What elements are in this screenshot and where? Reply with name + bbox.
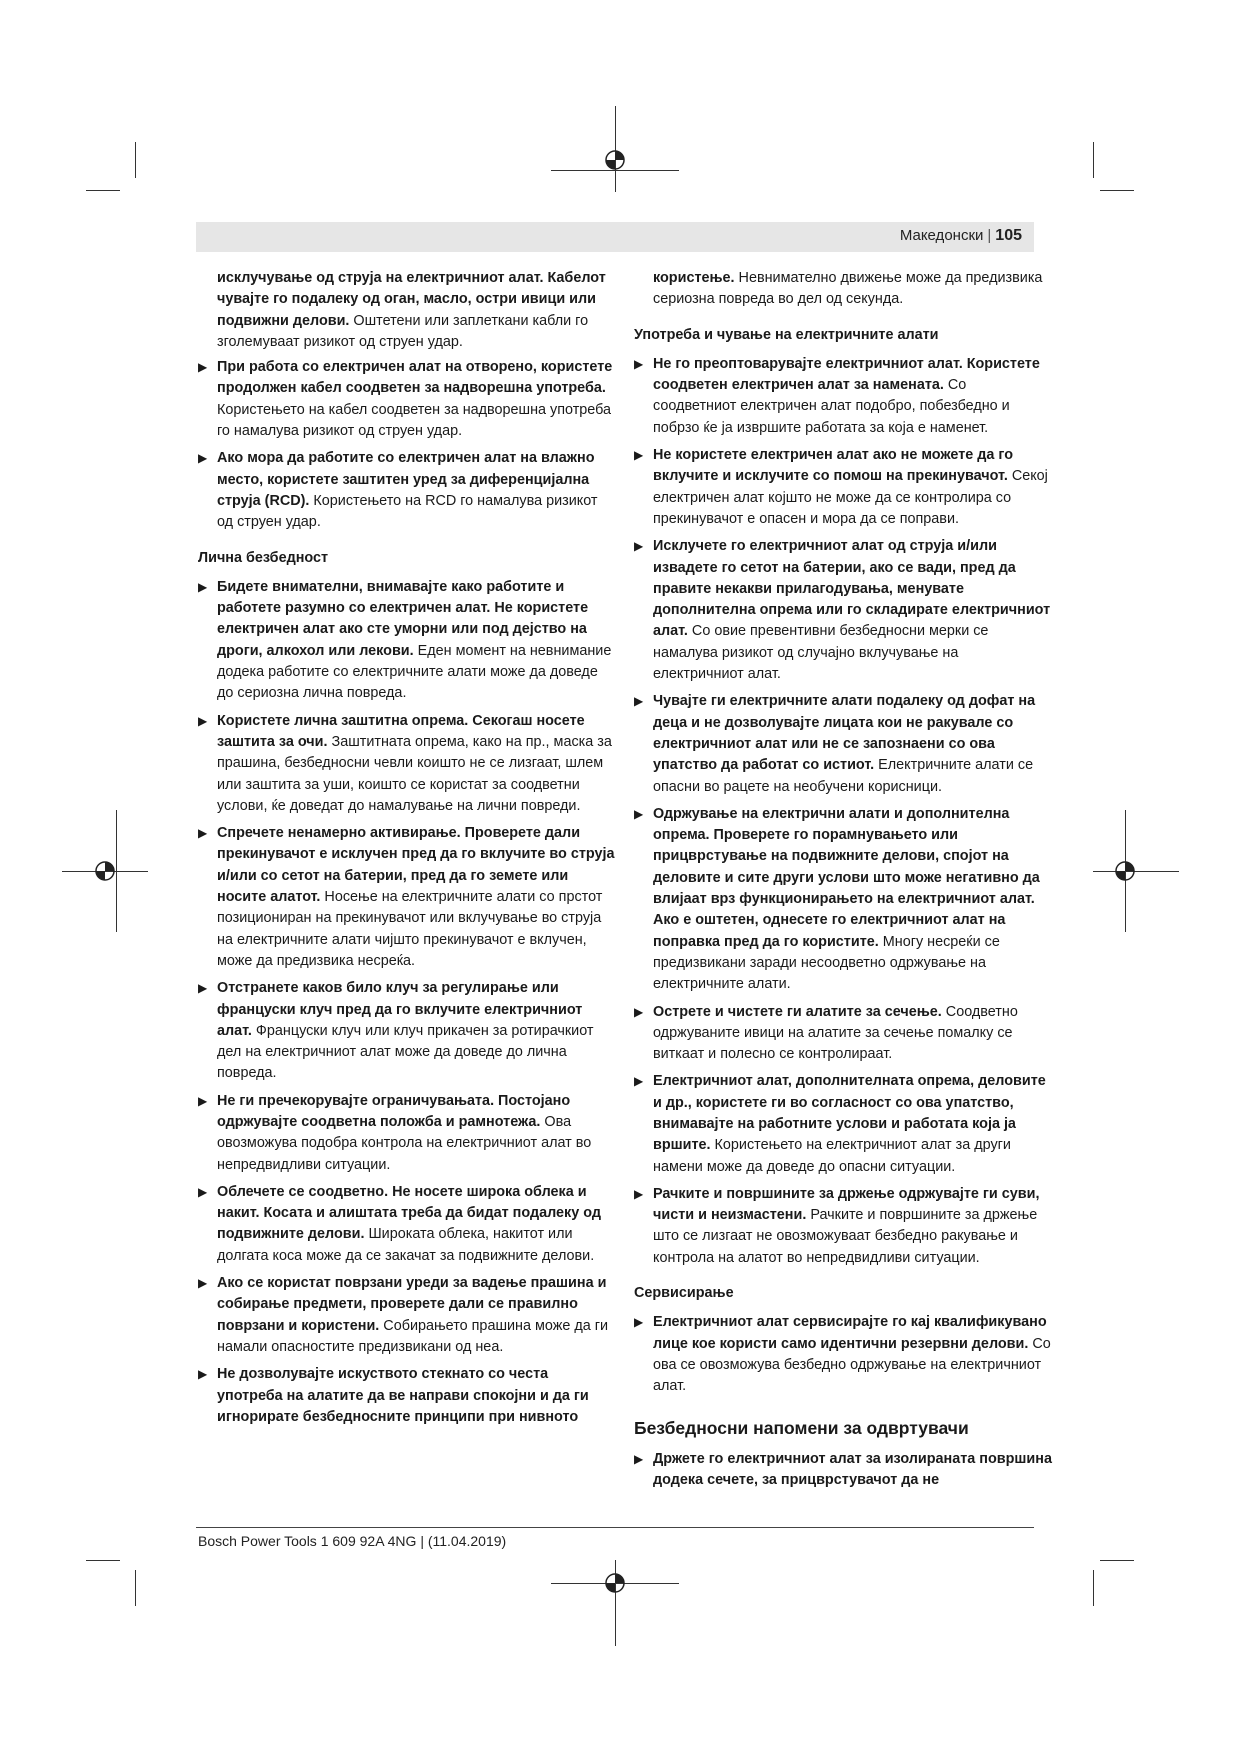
registration-mark-icon: [94, 860, 116, 882]
crop-mark: [86, 190, 120, 191]
list-item: [634, 804, 1052, 996]
crop-mark: [135, 1570, 136, 1606]
bullet-arrow-icon: ▶: [634, 1315, 644, 1330]
bullet-arrow-icon: ▶: [198, 981, 208, 996]
crop-mark: [1093, 142, 1094, 178]
section-title-tool-use: Употреба и чување на електричните алати: [634, 326, 939, 343]
list-item: [634, 354, 1052, 439]
list-item: [198, 448, 616, 533]
registration-mark-icon: [604, 149, 626, 171]
paragraph-bold: користење.: [653, 270, 735, 286]
item-text: Соодветно одржуваните ивици на алатите за сечење помалку се виткаат и полесно се контролираат.: [653, 1003, 1018, 1063]
list-item: [198, 1182, 616, 1267]
item-bold: Спречете ненамерно активирање. Проверете дали прекинувачот е исклучен пред да го вклучите во струја и/или со сетот на батерии, пред да го земете или носите алатот.: [217, 825, 615, 906]
crop-mark: [86, 1560, 120, 1561]
paragraph-text: Оштетени или заплеткани кабли го зголемуваат ризикот од струен удар.: [217, 312, 589, 350]
bullet-arrow-icon: ▶: [634, 806, 644, 821]
item-text: Еден момент на невнимание додека работите со електричните алати може да доведе до сериозна лична повреда.: [217, 642, 612, 702]
section-title-service: Сервисирање: [634, 1285, 734, 1302]
bullet-arrow-icon: ▶: [198, 1276, 208, 1291]
item-text: Користењето на електричниот алат за други намени може да доведе до опасни ситуации.: [653, 1137, 1011, 1175]
crop-mark: [1093, 1570, 1094, 1606]
item-bold: Електричниот алат сервисирајте го кај квалификувано лице кое користи само идентични резервни делови.: [653, 1314, 1047, 1352]
item-text: Користењето на RCD го намалува ризикот од струен удар.: [217, 492, 598, 531]
list-item: [634, 536, 1052, 685]
item-bold: Ако мора да работите со електричен алат на влажно место, користете заштитен уред за диференцијална струја (RCD).: [217, 450, 595, 509]
item-text: Користењето на кабел соодветен за надворешна употреба го намалува ризикот од струен удар.: [217, 401, 612, 440]
item-bold: Користете лична заштитна опрема. Секогаш носете заштита за очи.: [217, 712, 585, 750]
item-text: Со овие превентивни безбедносни мерки се намалува ризикот од случајно вклучување на електричниот алат.: [653, 623, 989, 683]
registration-mark-icon: [1114, 860, 1136, 882]
list-item: [634, 1071, 1052, 1177]
crop-mark: [1100, 190, 1134, 191]
list-item: [634, 1449, 1052, 1492]
item-text: Многу несреќи се предизвикани заради несоодветно одржување на електричните алати.: [653, 933, 1000, 993]
item-bold: Одржување на електрични алати и дополнителна опрема. Проверете го порамнувањето или прицврстување на подвижните делови, спојот на деловите и сите други услови што може негативно да влијаат врз функционирањето на електричниот алат. Ако е оштетен, однесете го електричниот алат на поправка пред да го користите.: [653, 805, 1040, 950]
item-bold: Ако се користат поврзани уреди за вадење прашина и собирање предмети, проверете дали се правилно поврзани и користени.: [217, 1275, 607, 1334]
item-bold: Држете го електричниот алат за изолираната површина додека сечете, за прицврстувачот да не: [653, 1450, 1052, 1489]
list-item: [198, 1273, 616, 1358]
right-column: [634, 268, 1052, 1497]
bullet-arrow-icon: ▶: [198, 451, 208, 466]
item-bold: Облечете се соодветно. Не носете широка облека и накит. Косата и алиштата треба да бидат подалеку од подвижните делови.: [217, 1183, 601, 1243]
crop-mark: [135, 142, 136, 178]
item-text: Електричните алати се опасни во рацете на необучени корисници.: [653, 757, 1034, 795]
item-text: Со ова се овозможува безбедно одржување на електричниот алат.: [653, 1335, 1051, 1395]
list-item: [198, 577, 616, 705]
bullet-arrow-icon: ▶: [634, 694, 644, 709]
list-item: [198, 357, 616, 442]
list-item: [634, 1002, 1052, 1066]
item-bold: Исклучете го електричниот алат од струја и/или извадете го сетот на батерии, ако се вади, пред да правите некакви прилагодувања, менувате дополнителна опрема или го складирате електричниот алат.: [653, 538, 1051, 640]
section-title-personal-safety: Лична безбедност: [198, 549, 329, 566]
item-bold: Не ги пречекорувајте ограничувањата. Постојано одржувајте соодветна положба и рамнотежа.: [217, 1092, 571, 1130]
item-bold: Отстранете каков било клуч за регулирање или француски клуч пред да го вклучите електричниот алат.: [217, 980, 583, 1039]
header-text: [900, 227, 1022, 245]
item-bold: Бидете внимателни, внимавајте како работите и работете разумно со електричен алат. Не користете електричен алат ако сте уморни или под дејство на дроги, алкохол или лекови.: [217, 578, 589, 659]
page-header: [196, 222, 1034, 252]
item-text: Широката облека, накитот или долгата коса може да се закачат за подвижните делови.: [217, 1226, 595, 1264]
footer-divider: [196, 1527, 1034, 1528]
bullet-arrow-icon: ▶: [198, 826, 208, 841]
header-language: Македонски: [899, 227, 984, 244]
bullet-arrow-icon: ▶: [634, 539, 644, 554]
bullet-arrow-icon: ▶: [198, 1093, 208, 1108]
bullet-arrow-icon: ▶: [634, 1004, 644, 1019]
bullet-arrow-icon: ▶: [634, 448, 644, 463]
bullet-arrow-icon: ▶: [634, 356, 644, 371]
bullet-arrow-icon: ▶: [634, 1451, 644, 1466]
bullet-arrow-icon: ▶: [198, 579, 208, 594]
registration-mark-icon: [604, 1572, 626, 1594]
item-bold: При работа со електричен алат на отворено, користете продолжен кабел соодветен за надворешна употреба.: [217, 359, 613, 397]
crop-mark: [1100, 1560, 1134, 1561]
registration-line: [116, 810, 117, 932]
continued-paragraph: [198, 268, 616, 353]
item-text: Секој електричен алат којшто не може да се контролира со прекинувачот е опасен и мора да се поправи.: [653, 468, 1048, 527]
bullet-arrow-icon: ▶: [198, 1184, 208, 1199]
continued-paragraph: [634, 268, 1052, 311]
bullet-arrow-icon: ▶: [634, 1074, 644, 1089]
item-bold: Електричниот алат, дополнителната опрема, деловите и др., користете ги во согласност со ова упатство, внимавајте на работните услови и работата која ја вршите.: [653, 1073, 1046, 1154]
item-bold: Не го преоптоварувајте електричниот алат. Користете соодветен електричен алат за намената.: [653, 355, 1040, 394]
header-separator: |: [987, 227, 992, 244]
paragraph-text: Невнимателно движење може да предизвика сериозна повреда во дел од секунда.: [653, 270, 1043, 308]
item-bold: Рачките и површините за држење одржувајте ги суви, чисти и неизмастени.: [653, 1185, 1040, 1224]
registration-line: [1093, 871, 1179, 872]
list-item: [198, 978, 616, 1084]
item-text: Заштитната опрема, како на пр., маска за прашина, безбедносни чевли коишто не се лизгаат, шлем или заштита за уши, коишто се користат за соодветни услови, ќе доведат до намалување на лични повреди.: [217, 733, 612, 814]
bullet-arrow-icon: ▶: [634, 1186, 644, 1201]
bullet-arrow-icon: ▶: [198, 713, 208, 728]
paragraph-bold: исклучување од струја на електричниот алат. Кабелот чувајте го подалеку од оган, масло, остри ивици или подвижни делови.: [217, 270, 606, 329]
list-item: [634, 445, 1052, 530]
item-bold: Не дозволувајте искуството стекнато со честа употреба на алатите да ве направи спокојни и да ги игнорирате безбедносните принципи при нивното: [217, 1366, 589, 1425]
item-text: Француски клуч или клуч прикачен за ротирачкиот дел на електричниот алат може да доведе до лична повреда.: [217, 1022, 594, 1082]
item-text: Собирањето прашина може да ги намали опасностите предизвикани од неа.: [217, 1317, 609, 1355]
bullet-arrow-icon: ▶: [198, 1367, 208, 1382]
item-bold: Не користете електричен алат ако не можете да го вклучите и исклучите со помош на прекинувачот.: [653, 447, 1013, 485]
left-column: [198, 268, 616, 1434]
item-text: Носење на електричните алати со прстот позициониран на прекинувачот или вклучување во струја на електричните алати чијшто прекинувачот е вклучен, може да предизвика несреќа.: [217, 889, 603, 969]
list-item: [634, 1312, 1052, 1397]
page-footer: Bosch Power Tools 1 609 92A 4NG | (11.04.2019): [198, 1533, 507, 1549]
list-item: [198, 1364, 616, 1428]
list-item: [198, 711, 616, 817]
item-bold: Острете и чистете ги алатите за сечење.: [653, 1003, 942, 1020]
list-item: [634, 1184, 1052, 1269]
item-text: Рачките и површините за држење што се лизгаат не овозможуваат безбедно ракување и контрола на алатот во непредвидливи ситуации.: [653, 1207, 1038, 1266]
list-item: [198, 1091, 616, 1176]
list-item: [198, 823, 616, 972]
list-item: [634, 691, 1052, 797]
bullet-arrow-icon: ▶: [198, 360, 208, 375]
item-text: Со соодветниот електричен алат подобро, побезбедно и побрзо ќе ја извршите работата за која е наменет.: [653, 377, 1010, 436]
item-bold: Чувајте ги електричните алати подалеку од дофат на деца и не дозволувајте лицата кои не ракувале со електричниот алат или не се запознаени со ова упатство да работат со истиот.: [653, 693, 1036, 774]
page-number: 105: [995, 227, 1022, 244]
item-text: Ова овозможува подобра контрола на електричниот алат во непредвидливи ситуации.: [217, 1113, 592, 1173]
section-title-screwdrivers: Безбедносни напомени за одвртувачи: [634, 1417, 969, 1438]
